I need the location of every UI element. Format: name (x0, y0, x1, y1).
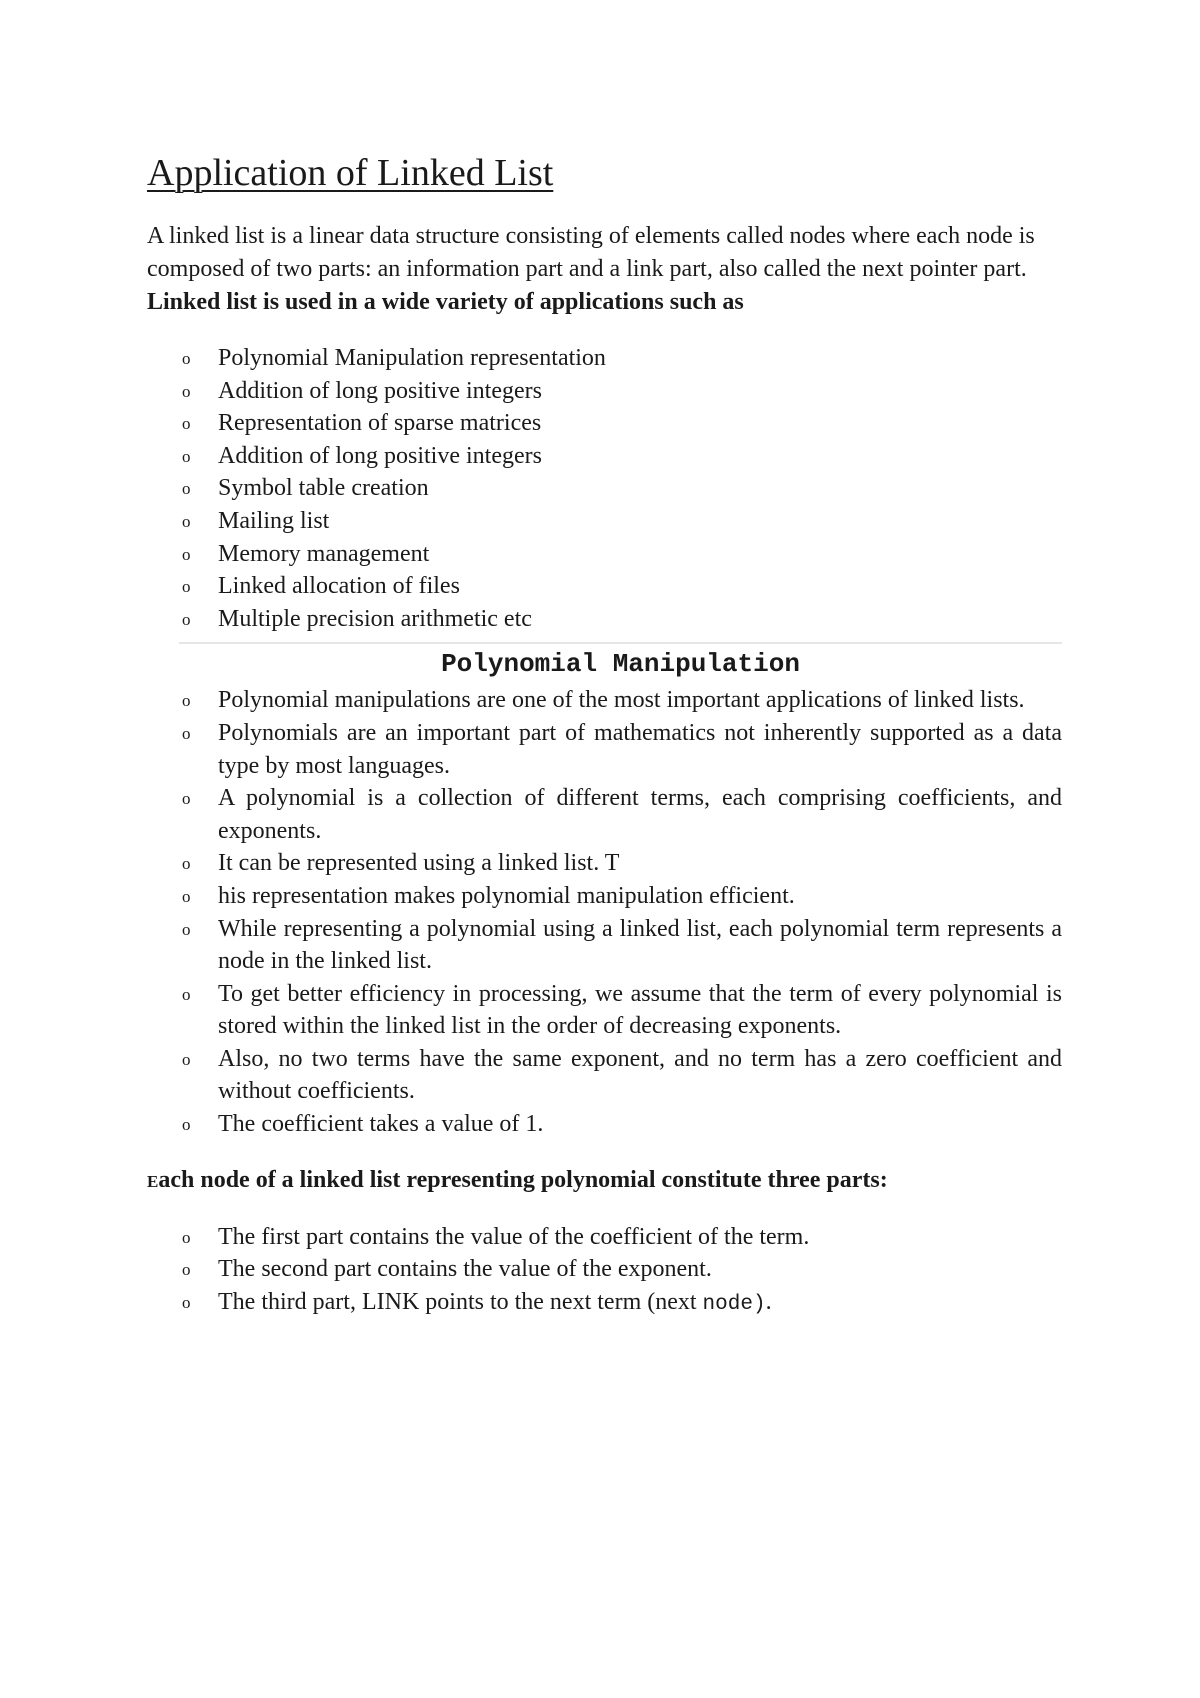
bullet-glyph: o (182, 789, 191, 809)
list-item-text: Polynomial manipulations are one of the most important applications of linked lists. (218, 687, 1025, 714)
parts-heading (147, 1164, 1062, 1198)
list-item (182, 978, 1062, 1043)
inline-code: node) (702, 1292, 766, 1316)
section-heading: Polynomial Manipulation (441, 649, 800, 680)
bullet-glyph: o (182, 886, 191, 906)
bullet-glyph: o (182, 1292, 191, 1312)
bullet-glyph: o (182, 1115, 191, 1135)
list-item-text: It can be represented using a linked list. T (218, 850, 620, 877)
bullet-glyph: o (182, 414, 191, 434)
section-divider (179, 642, 1062, 644)
parts-heading-initial: E (147, 1171, 159, 1191)
bullet-glyph: o (182, 723, 191, 743)
list-item (182, 717, 1062, 782)
bullet-glyph: o (182, 544, 191, 564)
list-item-text: A polynomial is a collection of different terms, each comprising coefficients, and exponents. (218, 785, 1062, 844)
node-parts-list (147, 1221, 1062, 1322)
list-item (182, 880, 1062, 913)
list-item-text: Polynomial Manipulation representation (218, 345, 606, 371)
list-item-text: Polynomials are an important part of mathematics not inherently supported as a data type by most languages. (218, 719, 1062, 779)
applications-lead: Linked list is used in a wide variety of applications such as (147, 289, 744, 315)
list-item-end: . (765, 1288, 772, 1315)
bullet-glyph: o (182, 381, 191, 401)
list-item (182, 440, 1062, 473)
list-item-text: Symbol table creation (218, 475, 429, 502)
page-title: Application of Linked List (147, 152, 554, 194)
list-item (182, 847, 1062, 880)
parts-heading-text: ach node of a linked list representing polynomial constitute three parts: (158, 1166, 888, 1193)
bullet-glyph: o (182, 511, 191, 531)
list-item (182, 375, 1062, 408)
list-item-text: Mailing list (218, 507, 330, 534)
bullet-glyph: o (182, 446, 191, 466)
list-item (182, 1108, 1062, 1141)
list-item-text: Addition of long positive integers (218, 377, 542, 404)
list-item (182, 570, 1062, 603)
bullet-glyph: o (182, 479, 191, 499)
list-item-text: his representation makes polynomial manipulation efficient. (218, 882, 795, 909)
bullet-glyph: o (182, 1260, 191, 1280)
list-item (182, 1286, 1062, 1322)
list-item-text: The third part, LINK points to the next term (next (218, 1288, 703, 1315)
list-item (182, 1043, 1062, 1108)
list-item (182, 342, 1062, 375)
list-item (182, 1253, 1062, 1286)
list-item-text: Memory management (218, 540, 430, 567)
list-item-text: The second part contains the value of the exponent. (218, 1256, 712, 1283)
intro-paragraph: A linked list is a linear data structure consisting of elements called nodes where each node is composed of two parts: an information part and a link part, also called the next pointer part. (147, 223, 1035, 282)
bullet-glyph: o (182, 1049, 191, 1069)
document-page (147, 150, 1062, 1321)
list-item-text: Addition of long positive integers (218, 442, 542, 469)
list-item (182, 472, 1062, 505)
applications-list (147, 342, 1062, 635)
list-item-text: To get better efficiency in processing, we assume that the term of every polynomial is stored within the linked list in the order of decreasing exponents. (218, 980, 1062, 1040)
list-item-text: While representing a polynomial using a linked list, each polynomial term represents a node in the linked list. (218, 915, 1062, 975)
list-item-text: Linked allocation of files (218, 573, 460, 600)
list-item-text: The first part contains the value of the coefficient of the term. (218, 1223, 810, 1250)
list-item (182, 913, 1062, 978)
bullet-glyph: o (182, 691, 191, 711)
bullet-glyph: o (182, 1227, 191, 1247)
list-item (182, 782, 1062, 847)
list-item-text: Multiple precision arithmetic etc (218, 605, 532, 632)
bullet-glyph: o (182, 984, 191, 1004)
list-item (182, 1221, 1062, 1254)
bullet-glyph: o (182, 854, 191, 874)
bullet-glyph: o (182, 609, 191, 629)
list-item (182, 538, 1062, 571)
bullet-glyph: o (182, 577, 191, 597)
list-item-text: Representation of sparse matrices (218, 410, 542, 437)
list-item (182, 407, 1062, 440)
list-item-text: The coefficient takes a value of 1. (218, 1111, 544, 1138)
polynomial-points-list (147, 684, 1062, 1140)
bullet-glyph: o (182, 919, 191, 939)
list-item (182, 505, 1062, 538)
list-item-text: Also, no two terms have the same exponent, and no term has a zero coefficient and without coefficients. (218, 1045, 1062, 1105)
bullet-glyph: o (182, 349, 191, 368)
list-item (182, 684, 1062, 717)
list-item (182, 603, 1062, 636)
